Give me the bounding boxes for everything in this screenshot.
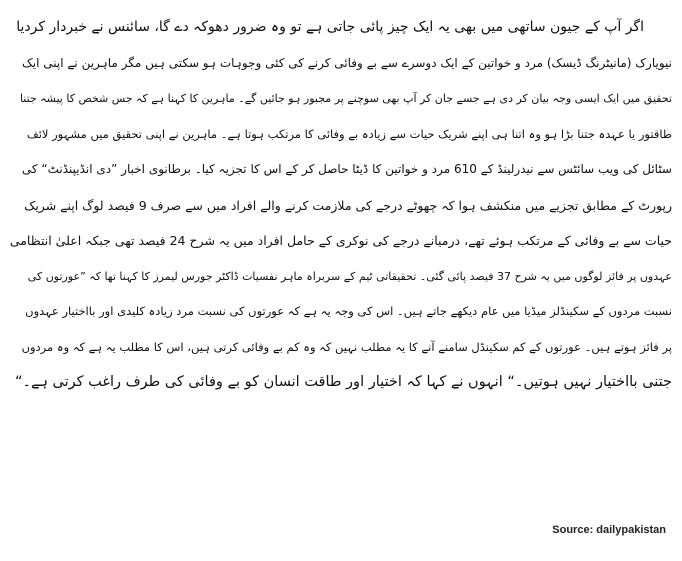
article-text-line: نسبت مردوں کے سکینڈلز میڈیا میں عام دیکھے جاتے ہیں۔ اس کی وجہ یہ ہے کہ عورتوں کی نسبت مرد زیادہ کلیدی اور بااختیار عہدوں — [25, 304, 672, 318]
article-text-line: پر فائز ہوتے ہیں۔ عورتوں کے کم سکینڈل سامنے آنے کا یہ مطلب نہیں کہ وہ کم بے وفائی کرتی ہیں، اس کا مطلب یہ ہے کہ وہ مردوں — [21, 339, 672, 354]
source-credit: Source: dailypakistan — [552, 524, 666, 536]
article-text-line: حیات سے بے وفائی کے مرتکب ہوئے تھے، درمیانے درجے کی نوکری کے حامل افراد میں یہ شرح 24 فیصد تھی جبکہ اعلیٰ انتظامی — [10, 233, 672, 248]
article-body — [10, 10, 672, 510]
article-headline-line: اگر آپ کے جیون ساتھی میں بھی یہ ایک چیز پائی جاتی ہے تو وہ ضرور دھوکہ دے گا، سائنس نے خبردار کردیا — [16, 19, 644, 35]
article-text-line: جتنی بااختیار نہیں ہوتیں۔“ انہوں نے کہا کہ اختیار اور طاقت انسان کو بے وفائی کی طرف راغب کرتی ہے۔“ — [14, 374, 672, 390]
article-text-line: طاقتور یا عہدہ جتنا بڑا ہو وہ اتنا ہی اپنے شریک حیات سے زیادہ بے وفائی کا مرتکب ہوتا ہے۔ ماہرین نے اپنی تحقیق میں مشہور لائف — [26, 126, 672, 141]
article-text-line: تحقیق میں ایک ایسی وجہ بیان کر دی ہے جسے جان کر آپ بھی سوچنے پر مجبور ہو جائیں گے۔ ماہرین کا کہنا ہے کہ جس شخص کا پیشہ جتنا — [19, 92, 672, 105]
article-text-line: رپورٹ کے مطابق تجزیے میں منکشف ہوا کہ چھوٹے درجے کی ملازمت کرنے والے افراد میں سے صرف 9 فیصد لوگ اپنے شریک — [24, 197, 672, 213]
article-text-line: نیویارک (مانیٹرنگ ڈیسک) مرد و خواتین کے ایک دوسرے سے بے وفائی کرنے کی کئی وجوہات ہو سکتی ہیں مگر ماہرین نے اپنی ایک — [22, 55, 672, 70]
article-text-line: عہدوں پر فائز لوگوں میں یہ شرح 37 فیصد پائی گئی۔ تحقیقاتی ٹیم کے سربراہ ماہر نفسیات ڈاکٹر جورس لیمرز کا کہنا تھا کہ ”عورتوں کی — [27, 269, 672, 283]
article-text-line: سٹائل کی ویب سائٹس سے نیدرلینڈ کے 610 مرد و خواتین کا ڈیٹا حاصل کر کے اس کا تجزیہ کیا۔ برطانوی اخبار ”دی انڈیپنڈنٹ“ کی — [21, 162, 672, 176]
